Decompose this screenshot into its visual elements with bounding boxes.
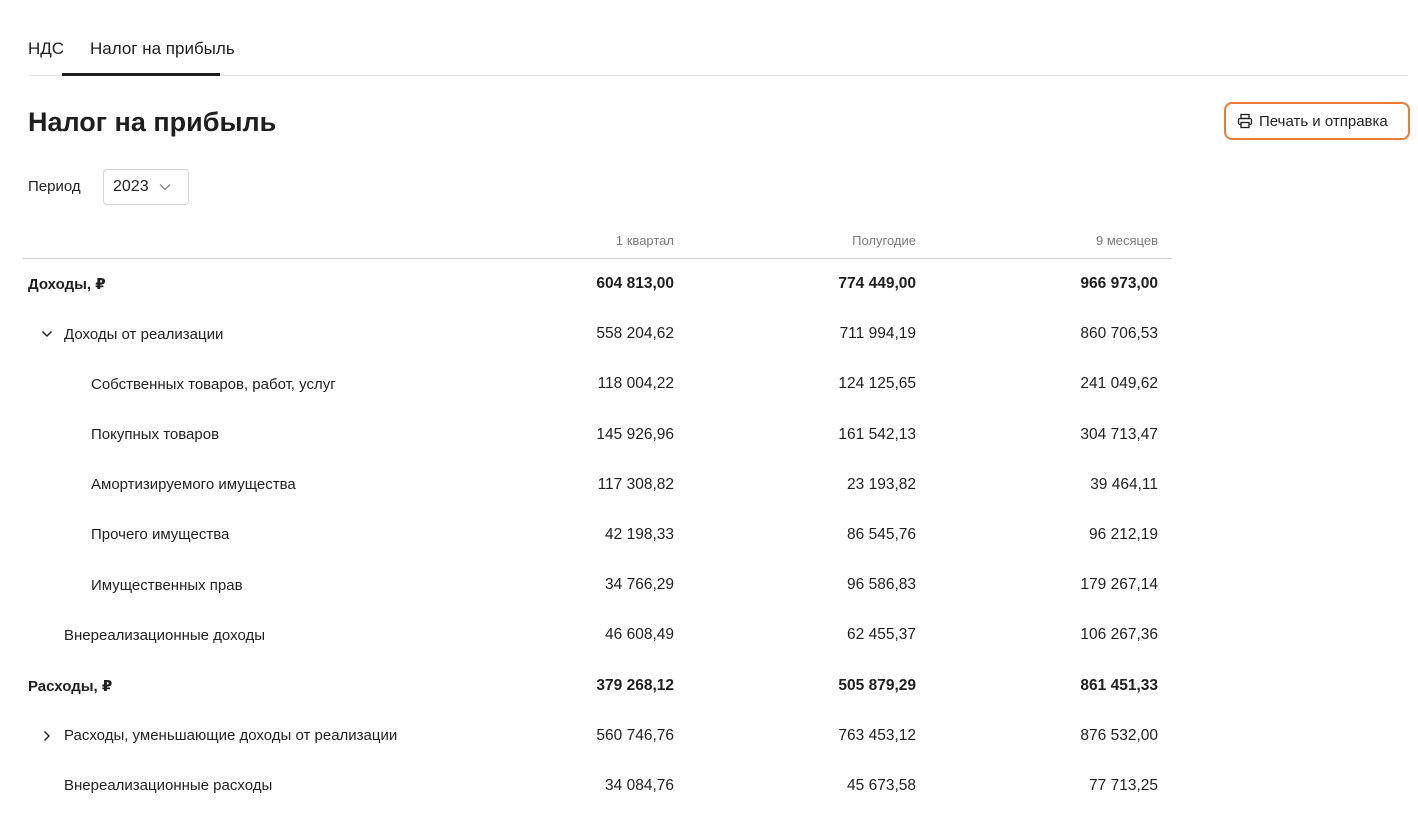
row-value: 96 586,83 <box>847 576 916 594</box>
row-value: 161 542,13 <box>838 425 916 443</box>
tab-profit-tax[interactable]: Налог на прибыль <box>90 39 235 58</box>
row-label: Расходы, ₽ <box>28 677 113 695</box>
row-value: 118 004,22 <box>597 375 674 393</box>
row-value: 860 706,53 <box>1080 325 1158 343</box>
column-header-half-year: Полугодие <box>852 233 916 248</box>
row-value: 379 268,12 <box>596 676 674 694</box>
tab-bar <box>28 0 1408 76</box>
row-label: Собственных товаров, работ, услуг <box>91 375 336 393</box>
column-header-9-months: 9 месяцев <box>1096 233 1158 248</box>
table-header <box>23 222 1172 259</box>
row-value: 179 267,14 <box>1080 576 1158 594</box>
row-label: Имущественных прав <box>91 576 243 594</box>
row-value: 711 994,19 <box>839 325 916 343</box>
profit-tax-table <box>23 222 1172 811</box>
row-value: 77 713,25 <box>1089 776 1158 794</box>
page-title: Налог на прибыль <box>28 107 277 137</box>
row-value: 560 746,76 <box>596 726 674 744</box>
row-label: Внереализационные доходы <box>64 626 265 644</box>
row-label: Прочего имущества <box>91 526 230 544</box>
row-label: Внереализационные расходы <box>64 777 273 795</box>
row-value: 763 453,12 <box>838 726 916 744</box>
row-value: 106 267,36 <box>1080 626 1158 644</box>
row-value: 145 926,96 <box>596 425 674 443</box>
print-and-send-button[interactable] <box>1224 102 1410 140</box>
chevron-right-icon[interactable] <box>40 729 54 743</box>
column-header-q1: 1 квартал <box>615 233 674 248</box>
table-row <box>23 610 1172 660</box>
row-value: 124 125,65 <box>838 375 916 393</box>
row-value: 241 049,62 <box>1080 375 1158 393</box>
row-value: 861 451,33 <box>1080 676 1158 694</box>
row-value: 42 198,33 <box>605 525 674 543</box>
table-row <box>23 359 1172 409</box>
row-value: 117 308,82 <box>597 475 674 493</box>
period-label: Период <box>28 178 81 195</box>
row-value: 45 673,58 <box>847 776 916 794</box>
row-value: 34 084,76 <box>605 776 674 794</box>
row-value: 86 545,76 <box>847 525 916 543</box>
row-value: 876 532,00 <box>1080 726 1158 744</box>
table-row <box>23 410 1172 460</box>
chevron-down-icon <box>159 183 171 191</box>
period-value: 2023 <box>113 178 149 195</box>
row-value: 39 464,11 <box>1090 475 1158 493</box>
row-value: 62 455,37 <box>847 626 916 644</box>
row-label: Доходы, ₽ <box>28 276 106 293</box>
print-button-label: Печать и отправка <box>1259 112 1388 130</box>
row-label: Амортизируемого имущества <box>91 476 296 494</box>
row-value: 304 713,47 <box>1080 425 1158 443</box>
row-value: 96 212,19 <box>1089 525 1158 543</box>
table-row-income-total <box>23 259 1172 309</box>
row-value: 46 608,49 <box>605 626 674 644</box>
table-row <box>23 560 1172 610</box>
table-row-expenses-total <box>23 661 1172 711</box>
table-row <box>23 510 1172 560</box>
row-value: 23 193,82 <box>847 475 916 493</box>
table-row <box>23 761 1172 811</box>
row-value: 34 766,29 <box>605 576 674 594</box>
printer-icon <box>1237 113 1253 129</box>
row-label: Доходы от реализации <box>64 325 224 343</box>
row-value: 774 449,00 <box>838 275 916 292</box>
row-label: Покупных товаров <box>91 426 220 444</box>
row-value: 558 204,62 <box>596 325 674 343</box>
chevron-down-icon[interactable] <box>40 327 54 341</box>
row-label: Расходы, уменьшающие доходы от реализации <box>64 727 398 745</box>
table-row <box>23 460 1172 510</box>
row-value: 604 813,00 <box>596 275 674 292</box>
row-value: 966 973,00 <box>1080 275 1158 292</box>
active-tab-indicator <box>62 73 220 76</box>
period-select[interactable] <box>103 169 189 205</box>
table-row-sales-income[interactable] <box>23 309 1172 359</box>
row-value: 505 879,29 <box>838 676 916 694</box>
table-row-sales-expenses[interactable] <box>23 711 1172 761</box>
tab-vat[interactable]: НДС <box>28 39 65 58</box>
